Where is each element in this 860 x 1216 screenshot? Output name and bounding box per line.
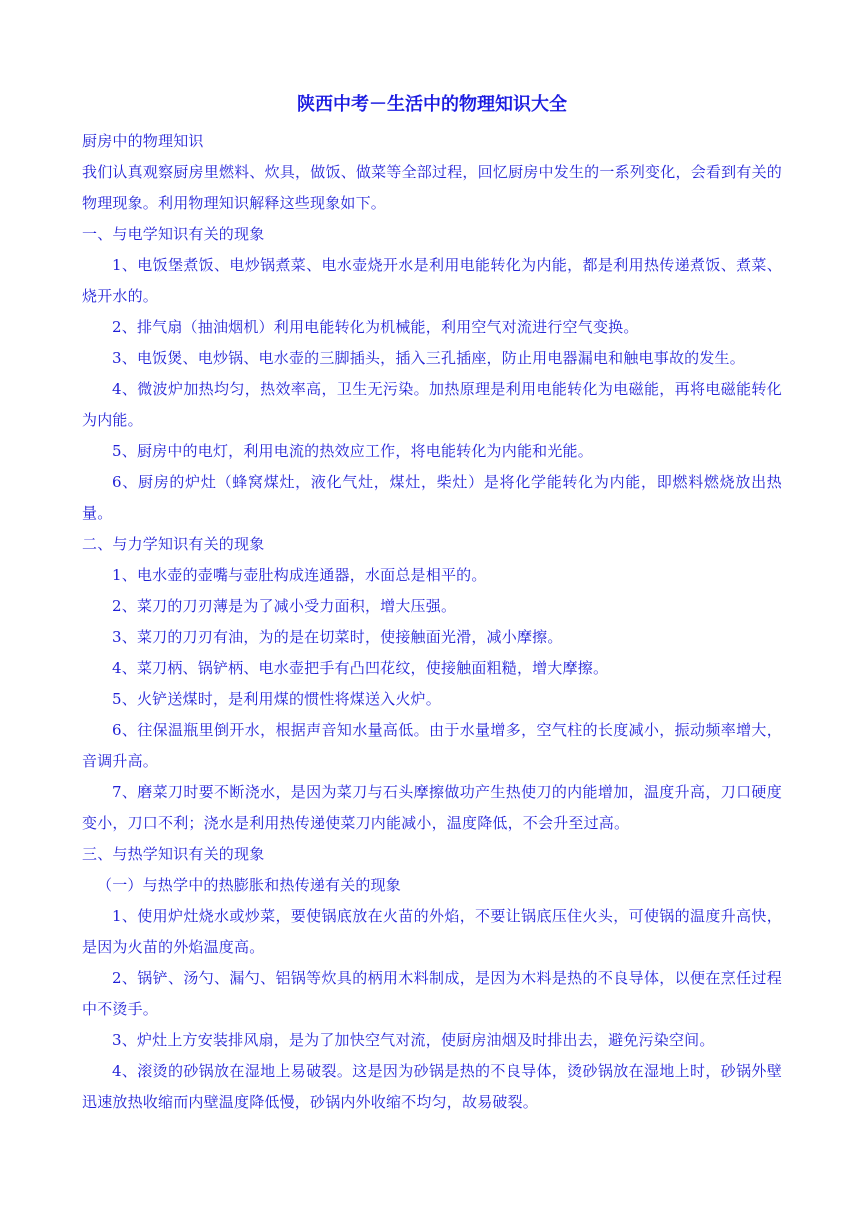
- list-item: 3、菜刀的刀刃有油，为的是在切菜时，使接触面光滑，减小摩擦。: [112, 628, 563, 646]
- intro-paragraph: 我们认真观察厨房里燃料、炊具，做饭、做菜等全部过程，回忆厨房中发生的一系列变化，会看到有关的物理现象。利用物理知识解释这些现象如下。: [82, 163, 782, 212]
- list-item: 1、电饭堡煮饭、电炒锅煮菜、电水壶烧开水是利用电能转化为内能，都是利用热传递煮饭、煮菜、烧开水的。: [82, 256, 782, 305]
- list-item: 6、往保温瓶里倒开水，根据声音知水量高低。由于水量增多，空气柱的长度减小，振动频率增大，音调升高。: [82, 721, 782, 770]
- list-item: 3、电饭煲、电炒锅、电水壶的三脚插头，插入三孔插座，防止用电器漏电和触电事故的发生。: [112, 349, 745, 367]
- section-heading-electric: 一、与电学知识有关的现象: [82, 225, 265, 243]
- list-item: 4、滚烫的砂锅放在湿地上易破裂。这是因为砂锅是热的不良导体，烫砂锅放在湿地上时，砂锅外壁迅速放热收缩而内壁温度降低慢，砂锅内外收缩不均匀，故易破裂。: [82, 1062, 782, 1111]
- list-item: 5、火铲送煤时，是利用煤的惯性将煤送入火炉。: [112, 690, 441, 708]
- list-item: 2、菜刀的刀刃薄是为了减小受力面积，增大压强。: [112, 597, 457, 615]
- list-item: 6、厨房的炉灶（蜂窝煤灶，液化气灶，煤灶，柴灶）是将化学能转化为内能，即燃料燃烧放出热量。: [82, 473, 782, 522]
- document-title: 陕西中考－生活中的物理知识大全: [297, 94, 567, 115]
- document-body: [82, 88, 782, 1118]
- section-heading-kitchen: 厨房中的物理知识: [82, 132, 204, 150]
- section-heading-mechanics: 二、与力学知识有关的现象: [82, 535, 265, 553]
- list-item: 7、磨菜刀时要不断浇水，是因为菜刀与石头摩擦做功产生热使刀的内能增加，温度升高，刀口硬度变小，刀口不利；浇水是利用热传递使菜刀内能减小，温度降低，不会升至过高。: [82, 783, 782, 832]
- list-item: 2、排气扇（抽油烟机）利用电能转化为机械能，利用空气对流进行空气变换。: [112, 318, 639, 336]
- list-item: 4、微波炉加热均匀，热效率高，卫生无污染。加热原理是利用电能转化为电磁能，再将电磁能转化为内能。: [82, 380, 782, 429]
- list-item: 5、厨房中的电灯，利用电流的热效应工作，将电能转化为内能和光能。: [112, 442, 593, 460]
- list-item: 3、炉灶上方安装排风扇，是为了加快空气对流，使厨房油烟及时排出去，避免污染空间。: [112, 1031, 715, 1049]
- list-item: 2、锅铲、汤勺、漏勺、铝锅等炊具的柄用木料制成，是因为木料是热的不良导体，以便在烹任过程中不烫手。: [82, 969, 782, 1018]
- list-item: 1、使用炉灶烧水或炒菜，要使锅底放在火苗的外焰，不要让锅底压住火头，可使锅的温度升高快，是因为火苗的外焰温度高。: [82, 907, 782, 956]
- section-heading-thermal: 三、与热学知识有关的现象: [82, 845, 265, 863]
- list-item: 1、电水壶的壶嘴与壶肚构成连通器，水面总是相平的。: [112, 566, 487, 584]
- list-item: 4、菜刀柄、锅铲柄、电水壶把手有凸凹花纹，使接触面粗糙，增大摩擦。: [112, 659, 609, 677]
- subsection-heading: （一）与热学中的热膨胀和热传递有关的现象: [97, 876, 402, 894]
